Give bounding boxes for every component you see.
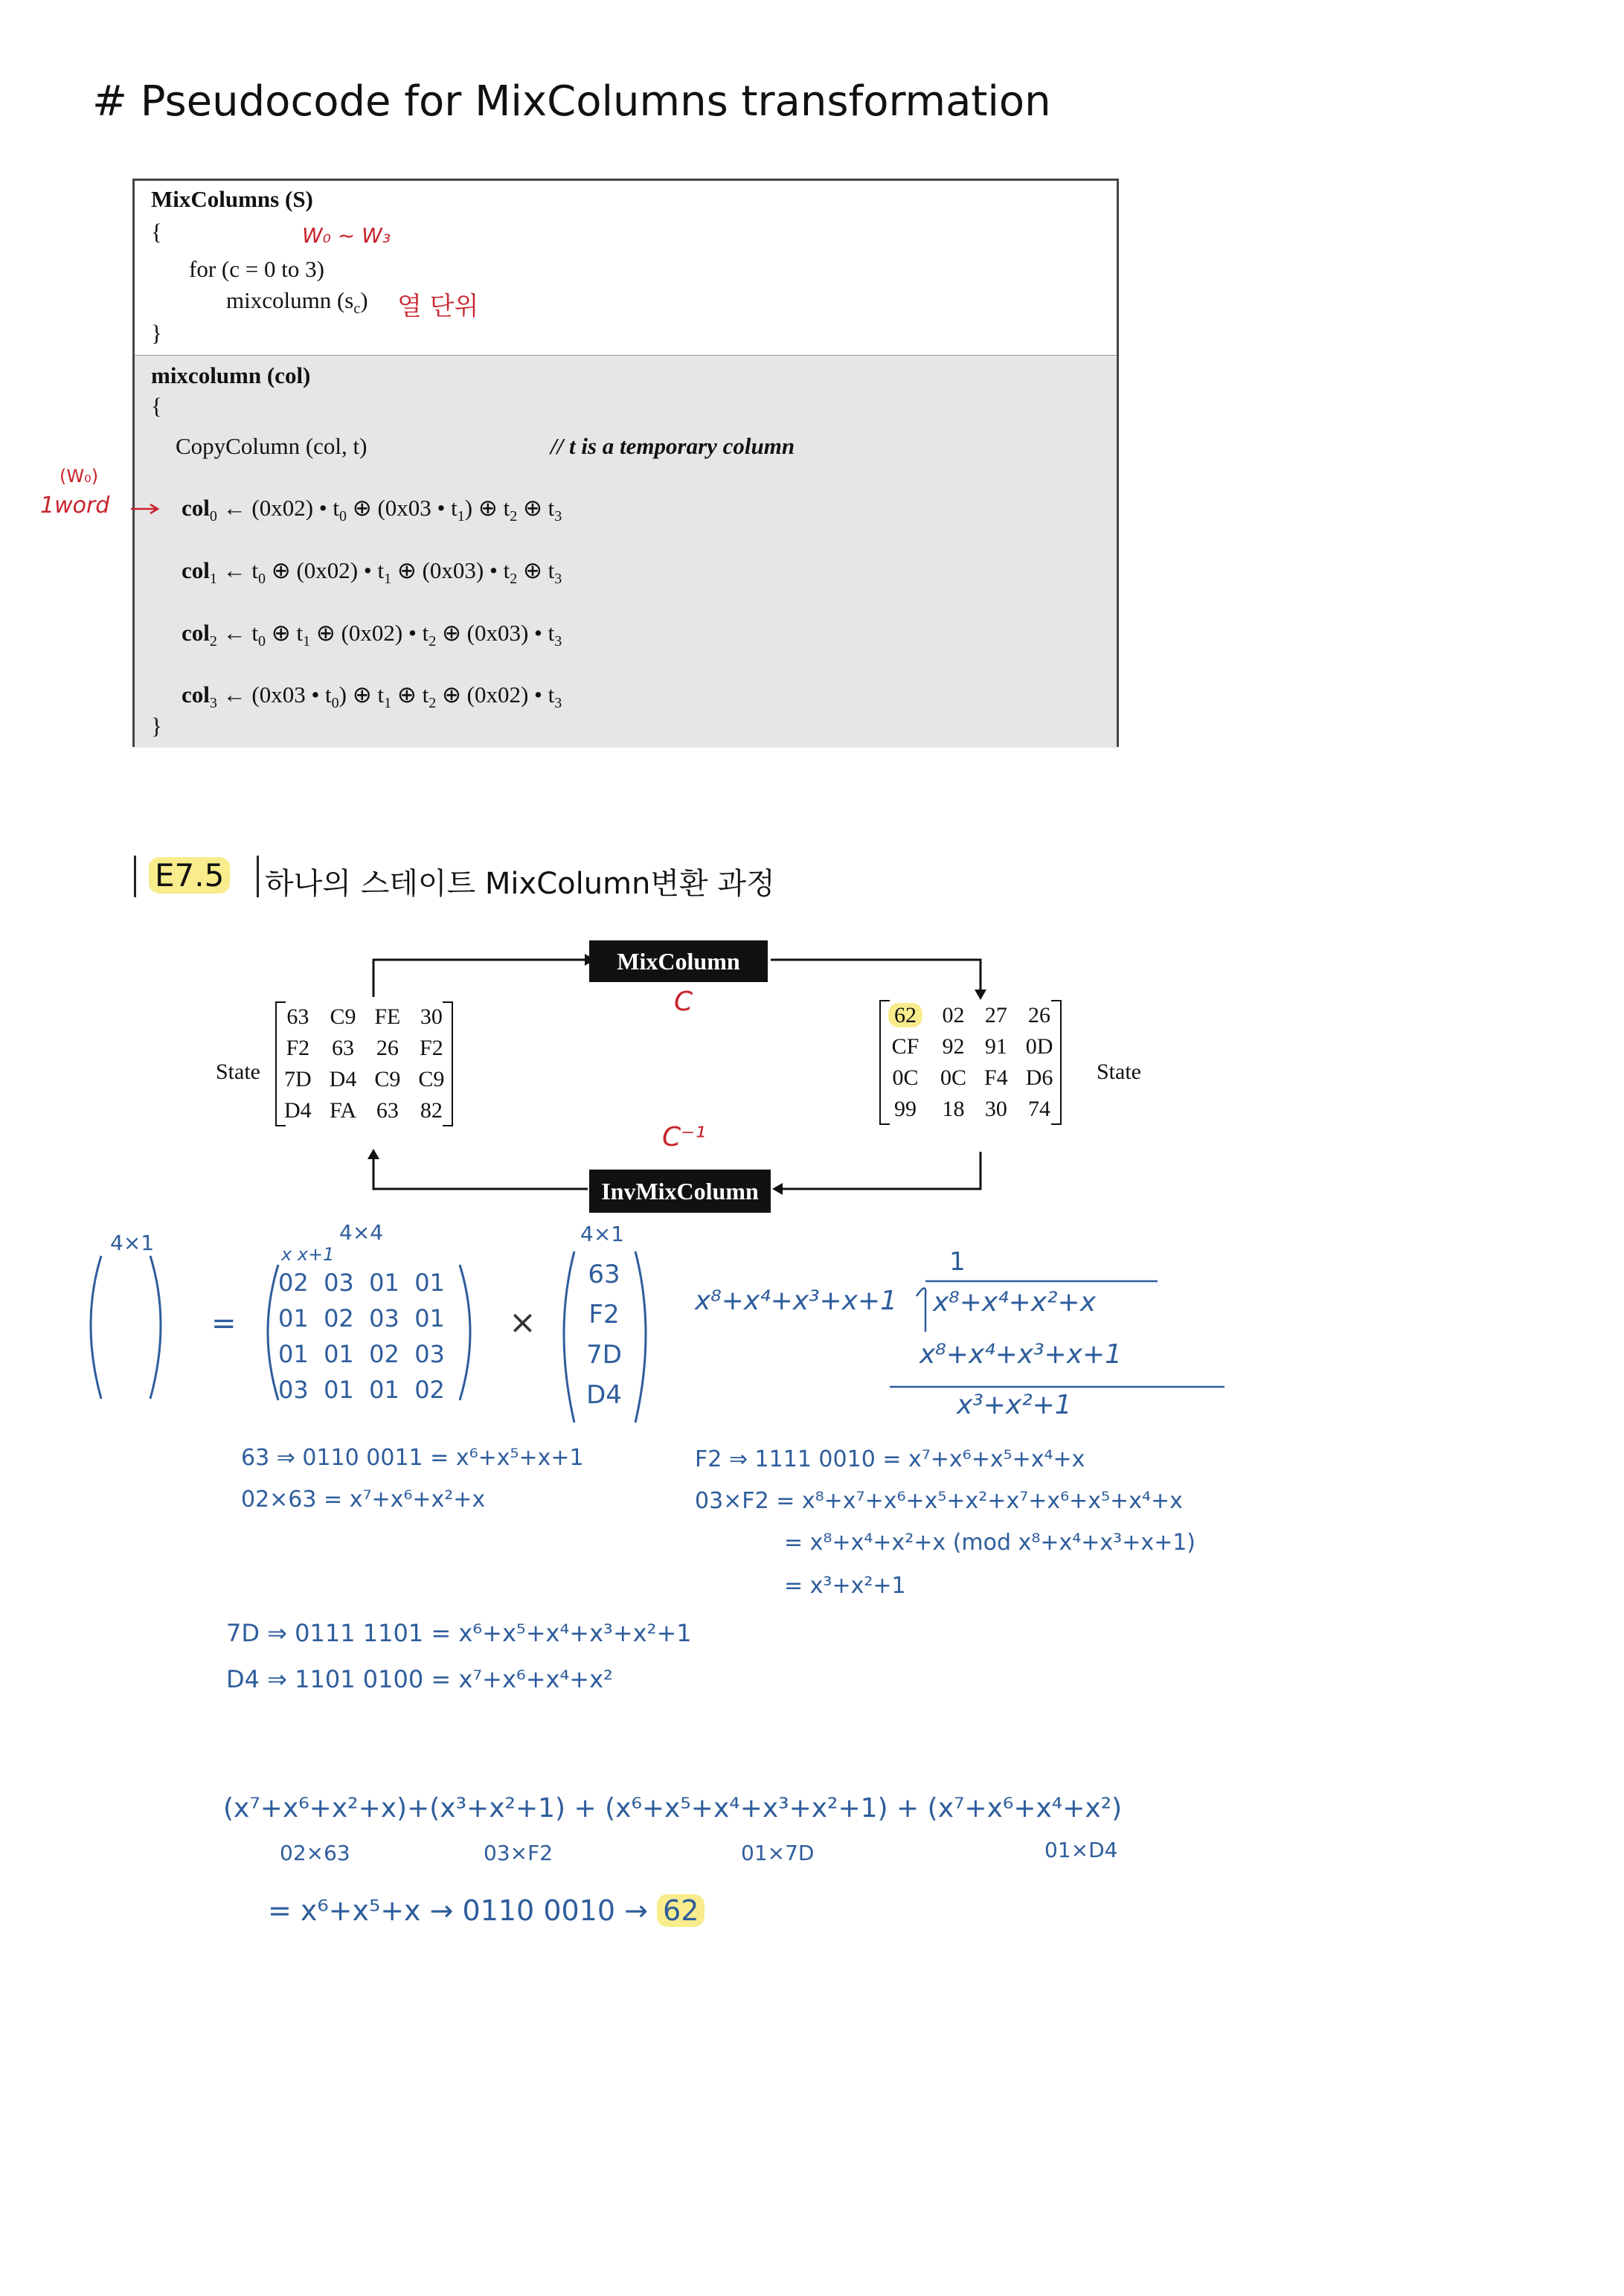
bracket — [1051, 1000, 1062, 1125]
code-sub: 3 — [554, 695, 562, 712]
division-subtrahend: x⁸+x⁴+x³+x+1 — [919, 1339, 1123, 1370]
code-sub: 0 — [331, 695, 339, 712]
code-sub: 1 — [457, 508, 465, 525]
matrix-cell: 02 — [942, 1003, 965, 1027]
calc-matrix-cell: 02 — [324, 1304, 354, 1333]
bracket-result-right — [150, 1256, 161, 1399]
calc-matrix-row — [278, 1336, 445, 1372]
matrix-cell: 82 — [420, 1098, 443, 1123]
code-line-copycolumn: CopyColumn (col, t) — [176, 433, 368, 459]
code-sub: 2 — [429, 695, 437, 712]
arrowhead-up — [368, 1149, 379, 1159]
calc-vector-cell: D4 — [586, 1380, 622, 1410]
matrix-cell: FA — [329, 1098, 357, 1123]
state-label-left: State — [216, 1059, 260, 1084]
code-sub: 0 — [258, 633, 266, 650]
matrix-cell: 74 — [1028, 1097, 1051, 1121]
code-comment: // t is a temporary column — [551, 433, 795, 459]
calc-line-02x63: 02×63 = x⁷+x⁶+x²+x — [241, 1487, 486, 1513]
matrix-cell: F2 — [286, 1036, 310, 1060]
code-text: ← (0x02) • t — [222, 495, 339, 521]
page-title: # Pseudocode for MixColumns transformation — [92, 77, 1051, 126]
bracket-matrix-left — [268, 1265, 278, 1400]
division-quotient: 1 — [949, 1247, 966, 1277]
code-text: ) — [360, 287, 368, 313]
matrix-cell: 18 — [942, 1097, 965, 1121]
state-matrix-right — [879, 1000, 1062, 1125]
matrix-cell: 99 — [894, 1097, 917, 1121]
highlight: 62 — [888, 1003, 922, 1027]
matrix-cell: CF — [891, 1034, 919, 1059]
arrowhead-bottom — [772, 1183, 783, 1195]
calc-vector-cell: 63 — [588, 1260, 620, 1289]
code-sub: 3 — [209, 695, 217, 712]
calc-matrix-cell: 01 — [278, 1304, 309, 1333]
matrix-cell: 7D — [284, 1067, 312, 1091]
code-sub: 2 — [209, 633, 217, 650]
calc-matrix-cell: 01 — [324, 1376, 354, 1404]
matrix-cell: D6 — [1025, 1065, 1053, 1090]
code-col: col — [182, 495, 210, 521]
code-text: ⊕ (0x02) • t — [315, 620, 429, 646]
calc-line-D4: D4 ⇒ 1101 0100 = x⁷+x⁶+x⁴+x² — [226, 1665, 613, 1693]
calc-line-mod: = x⁸+x⁴+x²+x (mod x⁸+x⁴+x³+x+1) — [784, 1530, 1196, 1556]
code-text: ⊕ (0x02) • t — [271, 557, 385, 583]
matrix-cell: 26 — [1028, 1003, 1051, 1027]
matrix-row — [275, 1064, 453, 1095]
code-line-for: for (c = 0 to 3) — [189, 256, 324, 282]
calc-matrix-cell: 01 — [414, 1269, 445, 1297]
code-text: ⊕ (0x02) • t — [441, 682, 555, 708]
calc-matrix-cell: 02 — [369, 1340, 399, 1368]
code-text: ⊕ (0x03) • t — [441, 620, 555, 646]
code-brace-close-2: } — [151, 713, 162, 739]
bracket-matrix-right — [460, 1265, 470, 1400]
bracket-vector-left — [564, 1251, 574, 1423]
matrix-row — [879, 1094, 1062, 1125]
code-sub: 3 — [554, 633, 562, 650]
matrix-row — [879, 1062, 1062, 1094]
calc-dim-matrix: 4×4 — [339, 1220, 384, 1245]
calc-mix-matrix — [278, 1265, 445, 1408]
code-text: ← t — [222, 557, 258, 583]
bracket-result-left — [91, 1256, 101, 1399]
calc-vector-cell: 7D — [586, 1340, 622, 1370]
matrix-cell: C9 — [330, 1004, 356, 1029]
matrix-cell: 92 — [942, 1034, 965, 1059]
code-brace-open-1: { — [151, 219, 162, 245]
matrix-row — [879, 1031, 1062, 1062]
matrix-table — [275, 1001, 453, 1126]
arrow-line-top-left — [373, 960, 585, 997]
example-tag-text: E7.5 — [149, 857, 230, 894]
code-sub: c — [353, 301, 361, 318]
matrix-cell: D4 — [329, 1067, 357, 1091]
matrix-cell: 30 — [984, 1097, 1007, 1121]
matrix-cell: 0D — [1025, 1034, 1053, 1059]
matrix-cell: C9 — [418, 1067, 445, 1091]
code-text: ⊕ (0x03) • t — [397, 557, 510, 583]
calc-sum-line: (x⁷+x⁶+x²+x)+(x³+x²+1) + (x⁶+x⁵+x⁴+x³+x²+1) + (x⁷+x⁶+x⁴+x²) — [223, 1793, 1123, 1824]
code-sub: 2 — [429, 633, 437, 650]
calc-matrix-row — [278, 1372, 445, 1408]
code-sub: 2 — [510, 571, 518, 588]
code-brace-close-1: } — [151, 320, 162, 346]
matrix-cell: F4 — [984, 1065, 1008, 1090]
mixcolumn-label: MixColumn — [589, 940, 768, 982]
annotation-w0: (W₀) — [60, 466, 99, 487]
matrix-cell: FE — [374, 1004, 401, 1029]
code-sub: 3 — [554, 508, 562, 525]
division-bracket — [917, 1288, 925, 1332]
annotation-column-unit: 열 단위 — [397, 292, 479, 321]
matrix-cell: 0C — [892, 1065, 919, 1090]
calc-sum-label-2: 03×F2 — [484, 1841, 553, 1865]
example-title: 하나의 스테이트 MixColumn변환 과정 — [265, 867, 775, 901]
code-line-mixcolumns: MixColumns (S) — [151, 186, 313, 212]
calc-matrix-cell: 03 — [278, 1376, 309, 1404]
bracket — [879, 1000, 890, 1125]
division-dividend: x⁸+x⁴+x²+x — [933, 1287, 1097, 1318]
calc-dim-result: 4×1 — [110, 1231, 155, 1255]
division-divisor: x⁸+x⁴+x³+x+1 — [695, 1286, 898, 1316]
code-sub: 3 — [554, 571, 562, 588]
arrow-line-bottom-left — [373, 1158, 588, 1189]
bracket-vector-right — [635, 1251, 646, 1423]
calc-equals: = — [211, 1306, 237, 1341]
calc-matrix-row — [278, 1301, 445, 1336]
state-label-right: State — [1097, 1059, 1141, 1084]
calc-final-value: 62 — [657, 1894, 705, 1927]
code-text: ⊕ t — [522, 557, 555, 583]
code-text: ⊕ (0x03 • t — [352, 495, 458, 521]
annotation-w-range: W₀ ~ W₃ — [302, 223, 391, 248]
code-sub: 0 — [339, 508, 347, 525]
matrix-cell: 63 — [286, 1004, 309, 1029]
matrix-cell: F2 — [420, 1036, 443, 1060]
code-line-mixcolumn-def: mixcolumn (col) — [151, 362, 311, 388]
code-brace-open-2: { — [151, 393, 162, 419]
code-sub: 0 — [209, 508, 217, 525]
annotation-word: 1word — [40, 493, 110, 519]
calc-matrix-cell: 02 — [414, 1376, 445, 1404]
matrix-cell: 63 — [332, 1036, 354, 1060]
matrix-cell: 0C — [940, 1065, 967, 1090]
calc-matrix-cell: 01 — [324, 1340, 354, 1368]
calc-vector-cell: F2 — [588, 1300, 620, 1330]
calc-matrix-cell: 03 — [369, 1304, 399, 1333]
invmixcolumn-label: InvMixColumn — [589, 1170, 771, 1213]
matrix-table — [879, 1000, 1062, 1125]
matrix-cell: 30 — [420, 1004, 443, 1029]
code-sub: 1 — [384, 571, 392, 588]
arrow-line-bottom-right — [783, 1152, 981, 1189]
calc-matrix-row — [278, 1265, 445, 1301]
code-text: ⊕ t — [271, 620, 304, 646]
annotation-c-inv: C⁻¹ — [662, 1122, 706, 1152]
calc-line-result: = x³+x²+1 — [784, 1573, 906, 1599]
calc-matrix-cell: 01 — [369, 1269, 399, 1297]
code-sub: 0 — [258, 571, 266, 588]
matrix-cell: C9 — [374, 1067, 401, 1091]
matrix-cell: 26 — [376, 1036, 399, 1060]
code-sub: 1 — [303, 633, 311, 650]
matrix-row — [275, 1033, 453, 1064]
code-text: ) ⊕ t — [338, 682, 385, 708]
calc-sum-label-3: 01×7D — [741, 1841, 815, 1865]
code-text: ⊕ t — [397, 682, 429, 708]
code-text: ← t — [222, 620, 258, 646]
calc-dim-vector: 4×1 — [580, 1222, 625, 1246]
code-text: mixcolumn (s — [226, 287, 354, 313]
calc-matrix-cell: 02 — [278, 1269, 309, 1297]
arrow-line-top-right — [771, 960, 981, 991]
state-matrix-left — [275, 1001, 453, 1126]
code-sub: 1 — [384, 695, 392, 712]
matrix-row — [275, 1001, 453, 1033]
calc-line-F2: F2 ⇒ 1111 0010 = x⁷+x⁶+x⁵+x⁴+x — [695, 1446, 1085, 1472]
calc-final-line — [268, 1894, 705, 1927]
code-col: col — [182, 682, 210, 708]
code-sub: 1 — [209, 571, 217, 588]
code-col: col — [182, 620, 210, 646]
code-col: col — [182, 557, 210, 583]
matrix-cell: 27 — [984, 1003, 1007, 1027]
calc-times: × — [509, 1303, 536, 1341]
matrix-cell: 63 — [376, 1098, 399, 1123]
calc-matrix-cell: 01 — [278, 1340, 309, 1368]
calc-line-03xF2: 03×F2 = x⁸+x⁷+x⁶+x⁵+x²+x⁷+x⁶+x⁵+x⁴+x — [695, 1488, 1183, 1514]
code-text: ) ⊕ t — [464, 495, 510, 521]
calc-line-63: 63 ⇒ 0110 0011 = x⁶+x⁵+x+1 — [241, 1445, 584, 1471]
calc-matrix-cell: 01 — [414, 1304, 445, 1333]
calc-matrix-cell: 01 — [369, 1376, 399, 1404]
annotation-c: C — [674, 987, 693, 1017]
code-text: ⊕ t — [522, 495, 555, 521]
division-remainder: x³+x²+1 — [957, 1390, 1072, 1420]
calc-line-7D: 7D ⇒ 0111 1101 = x⁶+x⁵+x⁴+x³+x²+1 — [226, 1619, 692, 1647]
calc-final-text: = x⁶+x⁵+x → 0110 0010 → — [268, 1894, 648, 1927]
matrix-cell: D4 — [284, 1098, 312, 1123]
calc-col-hint: x x+1 — [281, 1244, 335, 1265]
arrowhead-down — [975, 990, 986, 1000]
matrix-row — [879, 1000, 1062, 1031]
matrix-row — [275, 1095, 453, 1126]
matrix-cell: 91 — [984, 1034, 1007, 1059]
calc-sum-label-4: 01×D4 — [1044, 1838, 1118, 1862]
calc-matrix-cell: 03 — [414, 1340, 445, 1368]
bracket — [443, 1001, 453, 1126]
calc-sum-label-1: 02×63 — [280, 1841, 350, 1865]
calc-matrix-cell: 03 — [324, 1269, 354, 1297]
bracket — [275, 1001, 286, 1126]
code-sub: 2 — [510, 508, 518, 525]
calc-vector — [583, 1254, 625, 1415]
code-text: ← (0x03 • t — [222, 682, 332, 708]
